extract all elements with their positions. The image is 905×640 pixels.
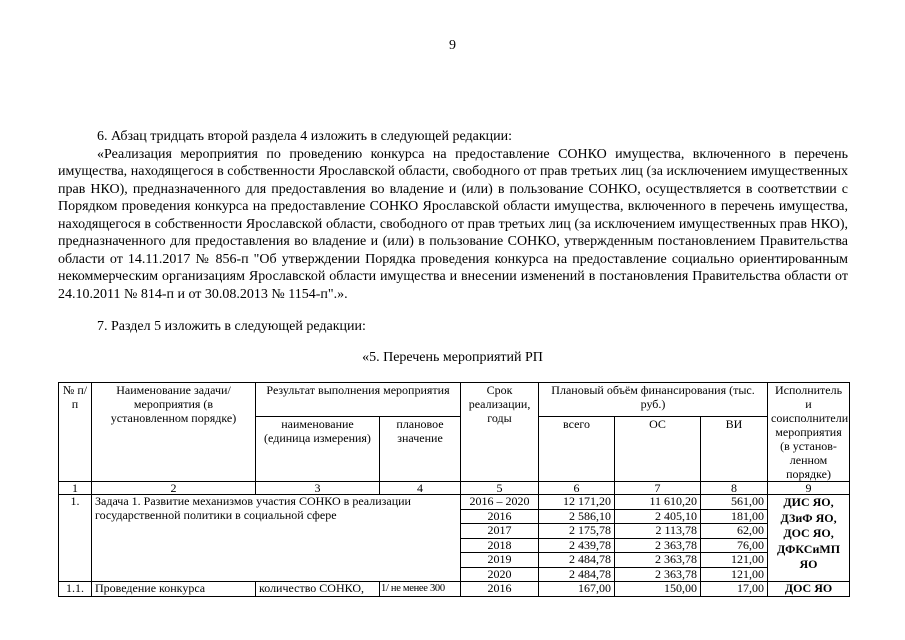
header-executor: Исполнитель и соисполнители мероприятия (в установ-ленном порядке) xyxy=(768,383,850,482)
col-number: 5 xyxy=(461,482,539,495)
table-row xyxy=(59,582,850,597)
task1-os: 2 405,10 xyxy=(615,509,701,524)
header-no: № п/п xyxy=(59,383,92,482)
task1-year: 2018 xyxy=(461,538,539,553)
item-1-1-year: 2016 xyxy=(461,582,539,597)
table-row xyxy=(59,495,850,510)
task1-executors: ДИС ЯО, ДЗиФ ЯО, ДОС ЯО, ДФКСиМП ЯО xyxy=(768,495,850,582)
col-number: 1 xyxy=(59,482,92,495)
col-number: 4 xyxy=(380,482,461,495)
header-vi: ВИ xyxy=(701,417,768,482)
header-row-1 xyxy=(59,383,850,417)
task1-number: 1. xyxy=(59,495,92,582)
header-total: всего xyxy=(539,417,615,482)
quoted-paragraph: «Реализация мероприятия по проведению конкурса на предоставление СОНКО имущества, включенного в перечень имущества, находящегося в собственности Ярославской области, свободного от прав третьих лиц (за исключением имущественных прав НКО), предназначенного для предоставления во владение и (или) в пользование СОНКО, осуществляется в соответствии с Порядком проведения конкурса на предоставление СОНКО Ярославской области имущества, включенного в перечень имущества, находящегося в собственности Ярославской области, свободного от прав третьих лиц (за исключением имущественных прав НКО), предназначенного для предоставления во владение и (или) в пользование СОНКО, утвержденным постановлением Правительства области от 14.11.2017 № 856-п "Об утверждении Порядка проведения конкурса на предоставление социально ориентированным некоммерческим организациям Ярославской области имущества и внесении изменений в постановления Правительства области от 24.10.2011 № 814-п и от 30.08.2013 № 1154-п".». xyxy=(58,146,848,302)
page-number: 9 xyxy=(449,38,456,53)
paragraph-7: 7. Раздел 5 изложить в следующей редакции: xyxy=(97,319,366,334)
header-result-plan: плановое значение xyxy=(380,417,461,482)
col-number: 2 xyxy=(92,482,256,495)
task1-total: 12 171,20 xyxy=(539,495,615,510)
item-1-1-total: 167,00 xyxy=(539,582,615,597)
task1-year: 2016 xyxy=(461,509,539,524)
col-number: 7 xyxy=(615,482,701,495)
task1-year: 2017 xyxy=(461,524,539,539)
task1-total: 2 586,10 xyxy=(539,509,615,524)
item-1-1-os: 150,00 xyxy=(615,582,701,597)
task1-os: 11 610,20 xyxy=(615,495,701,510)
task1-os: 2 113,78 xyxy=(615,524,701,539)
item-1-1-result-plan: 1/ не менее 300 xyxy=(380,582,461,597)
task1-vi: 62,00 xyxy=(701,524,768,539)
task1-total: 2 484,78 xyxy=(539,567,615,582)
header-finance: Плановый объём финансирования (тыс. руб.) xyxy=(539,383,768,417)
task1-total: 2 439,78 xyxy=(539,538,615,553)
task1-vi: 121,00 xyxy=(701,567,768,582)
section-title: «5. Перечень мероприятий РП xyxy=(362,350,543,365)
col-number: 9 xyxy=(768,482,850,495)
item-1-1-result-name: количество СОНКО, xyxy=(256,582,380,597)
item-1-1-executor: ДОС ЯО xyxy=(768,582,850,597)
column-numbers-row xyxy=(59,482,850,495)
header-result: Результат выполнения мероприятия xyxy=(256,383,461,417)
item-1-1-number: 1.1. xyxy=(59,582,92,597)
item-1-1-vi: 17,00 xyxy=(701,582,768,597)
task1-name: Задача 1. Развитие механизмов участия СОНКО в реализации государственной политики в социальной сфере xyxy=(92,495,461,582)
col-number: 3 xyxy=(256,482,380,495)
task1-vi: 181,00 xyxy=(701,509,768,524)
col-number: 8 xyxy=(701,482,768,495)
header-term: Срок реализации, годы xyxy=(461,383,539,482)
header-result-name: наименование (единица измерения) xyxy=(256,417,380,482)
paragraph-6: 6. Абзац тридцать второй раздела 4 изложить в следующей редакции: xyxy=(97,129,512,144)
header-task: Наименование задачи/мероприятия (в установленном порядке) xyxy=(92,383,256,482)
measures-table xyxy=(58,382,850,597)
task1-year: 2020 xyxy=(461,567,539,582)
task1-vi: 121,00 xyxy=(701,553,768,568)
header-os: ОС xyxy=(615,417,701,482)
task1-year: 2019 xyxy=(461,553,539,568)
task1-os: 2 363,78 xyxy=(615,538,701,553)
task1-total: 2 175,78 xyxy=(539,524,615,539)
task1-vi: 561,00 xyxy=(701,495,768,510)
col-number: 6 xyxy=(539,482,615,495)
task1-os: 2 363,78 xyxy=(615,553,701,568)
task1-os: 2 363,78 xyxy=(615,567,701,582)
task1-total: 2 484,78 xyxy=(539,553,615,568)
item-1-1-name: Проведение конкурса xyxy=(92,582,256,597)
task1-year: 2016 – 2020 xyxy=(461,495,539,510)
task1-vi: 76,00 xyxy=(701,538,768,553)
